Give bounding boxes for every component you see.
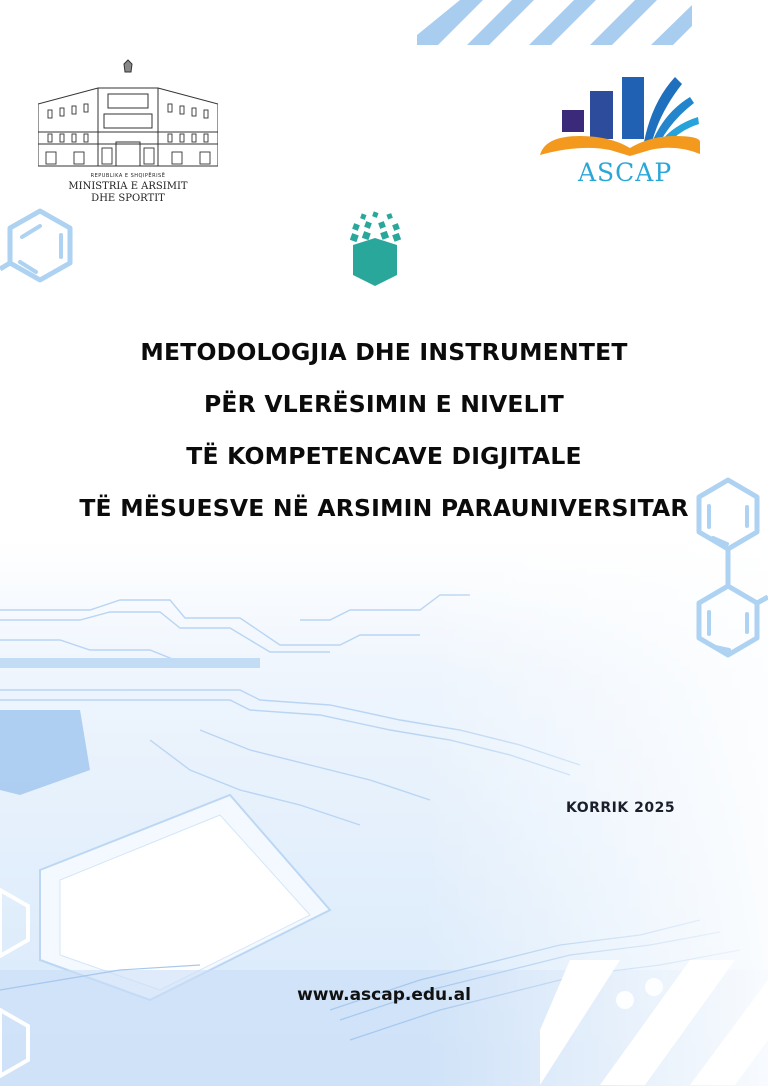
- decorative-stripes-top: [415, 0, 715, 48]
- title-line-2: PËR VLERËSIMIN E NIVELIT: [204, 390, 564, 418]
- ascap-book-bars-icon: [540, 72, 700, 158]
- title-line-4: TË MËSUESVE NË ARSIMIN PARAUNIVERSITAR: [79, 494, 689, 522]
- ministry-building-icon: [38, 58, 218, 170]
- publication-date: KORRIK 2025: [566, 800, 676, 816]
- hexagon-ring-icon-left: [0, 205, 90, 295]
- ascap-label: ASCAP: [578, 158, 673, 187]
- ministry-name-line1: MINISTRIA E ARSIMIT: [68, 181, 188, 192]
- title-line-1: METODOLOGJIA DHE INSTRUMENTET: [140, 338, 628, 366]
- ministry-name-line2: DHE SPORTIT: [91, 193, 165, 204]
- republic-label: REPUBLIKA E SHQIPËRISË: [90, 173, 166, 179]
- digital-cube-icon: [343, 210, 407, 290]
- title-line-3: TË KOMPETENCAVE DIGJITALE: [186, 442, 582, 470]
- website-link[interactable]: www.ascap.edu.al: [297, 985, 471, 1005]
